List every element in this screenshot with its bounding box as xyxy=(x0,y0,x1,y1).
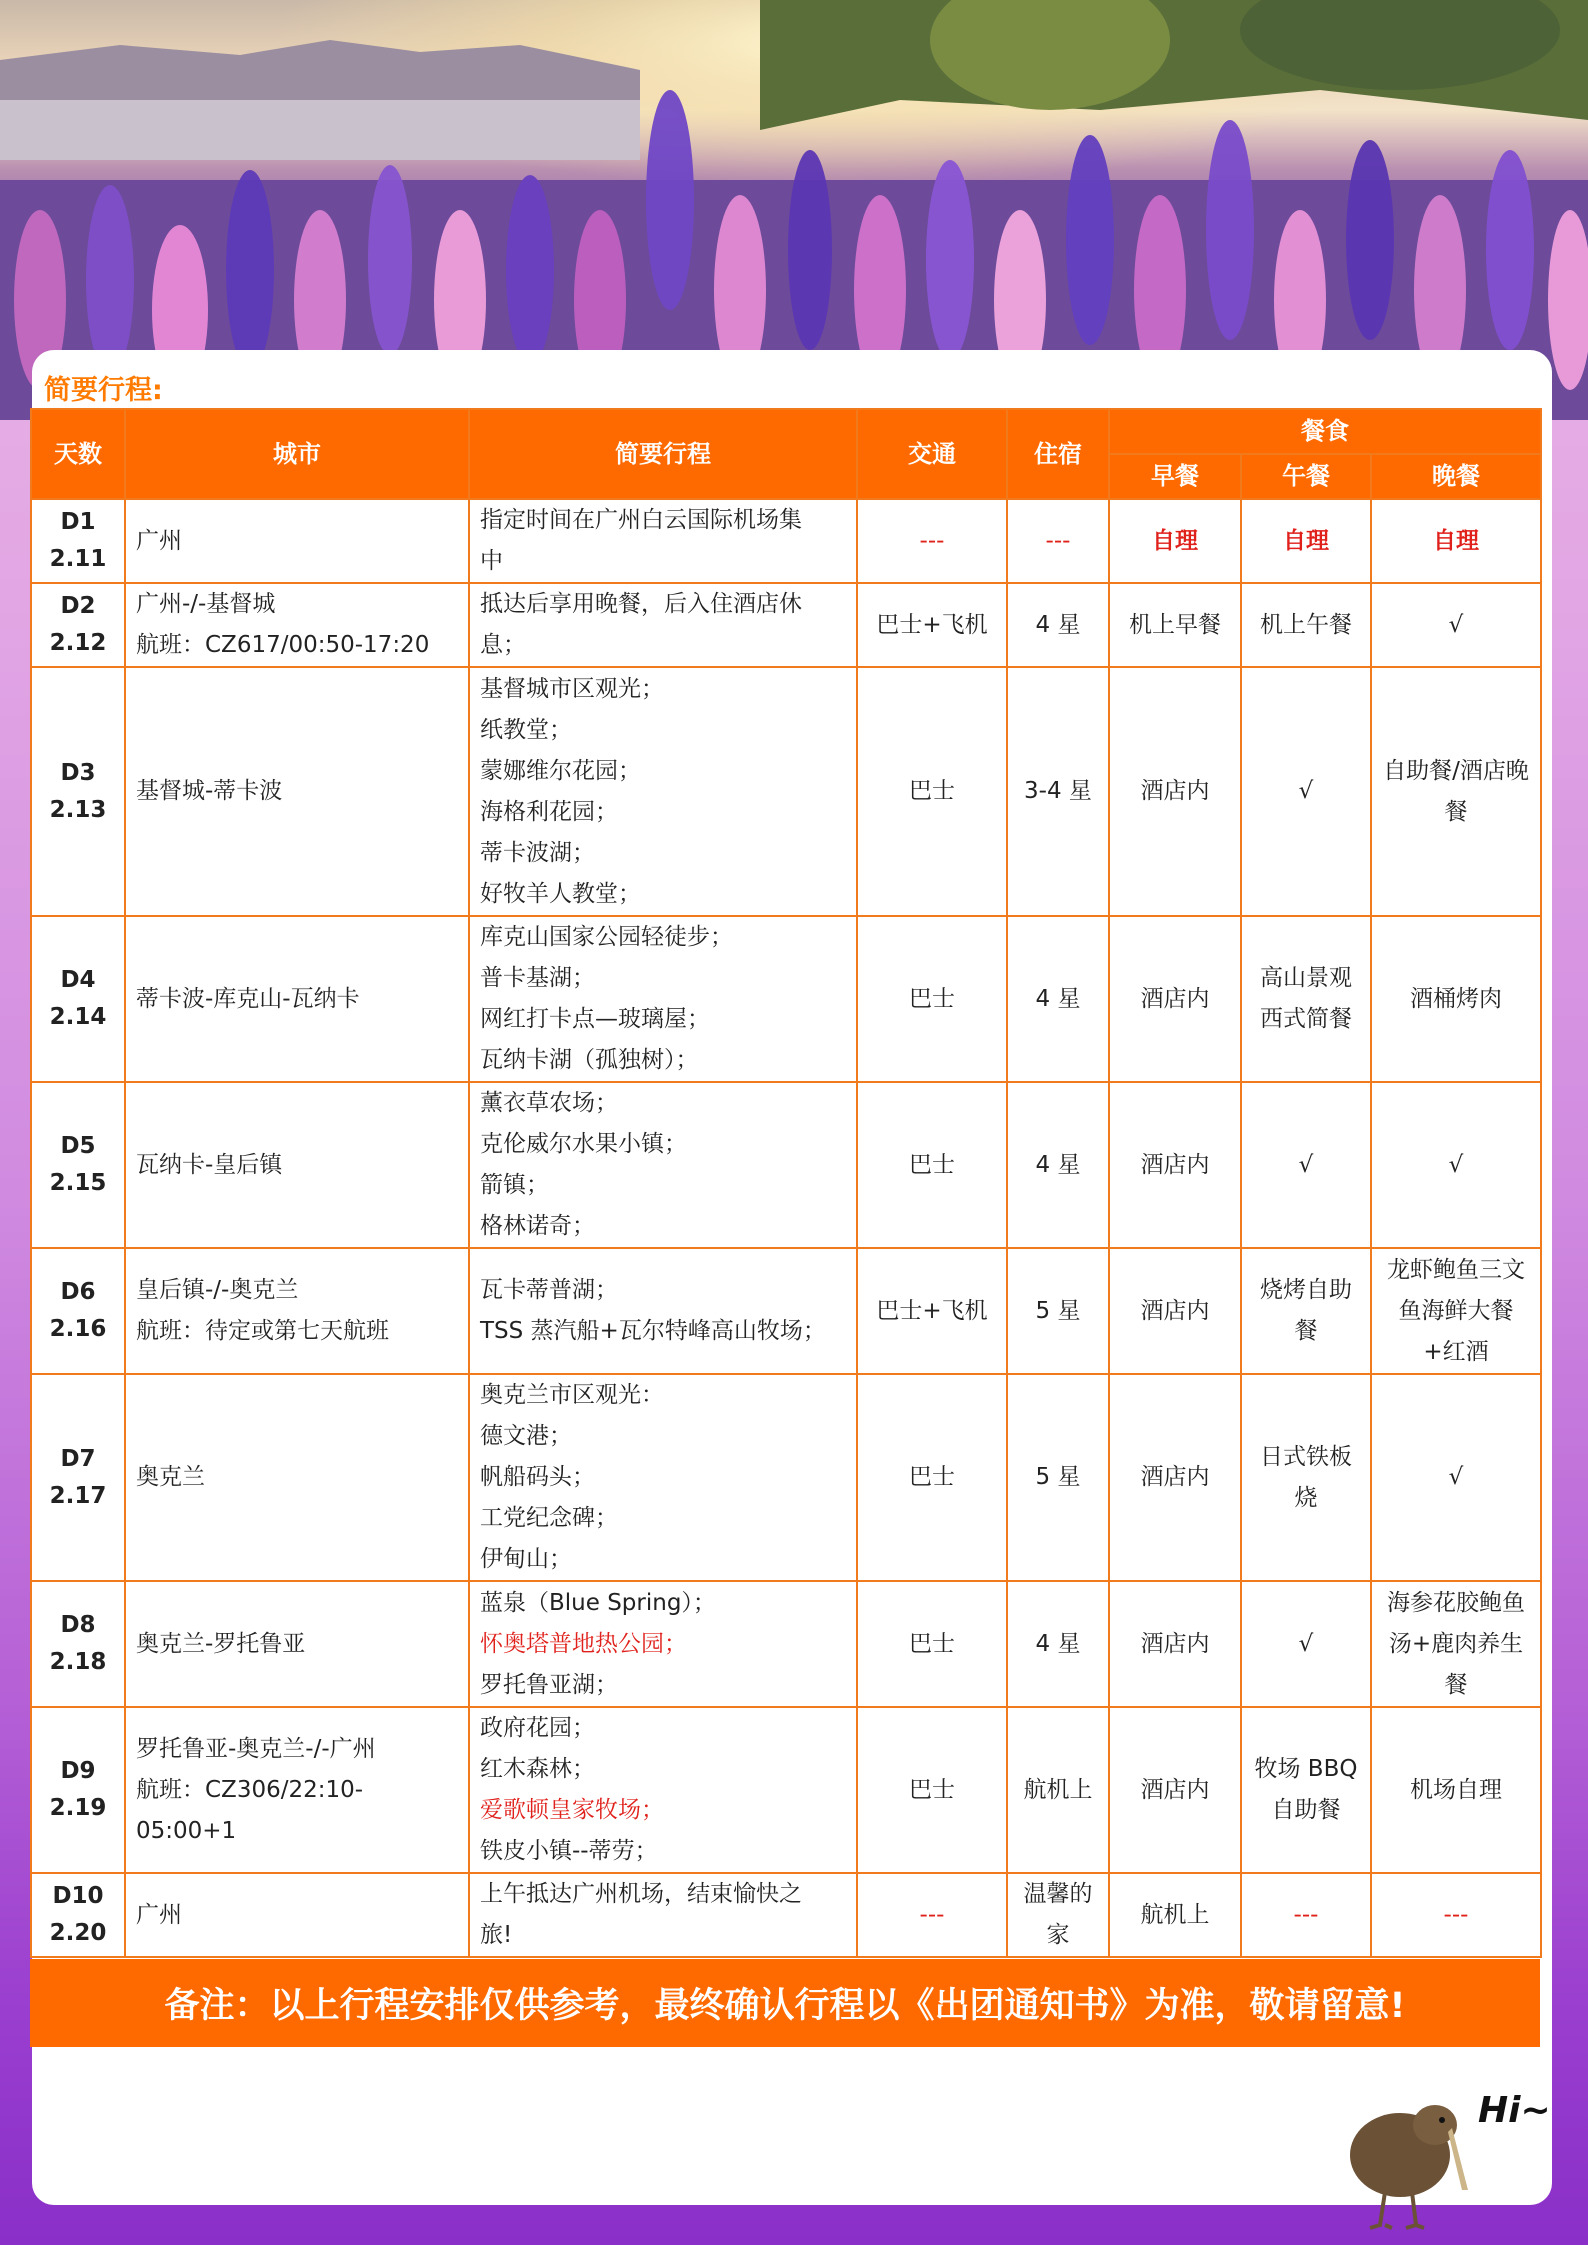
breakfast-cell: 酒店内 xyxy=(1109,667,1241,916)
text-line: 瓦纳卡湖（孤独树）； xyxy=(480,1047,699,1073)
transport-cell: 巴士 xyxy=(857,1082,1007,1248)
day-cell xyxy=(31,1374,125,1581)
text-line: 中 xyxy=(480,548,503,574)
itinerary-row xyxy=(31,1248,1541,1374)
transport-cell: 巴士 xyxy=(857,1581,1007,1707)
itinerary-row xyxy=(31,1374,1541,1581)
header-lunch: 午餐 xyxy=(1241,454,1371,499)
text-line: 基督城市区观光； xyxy=(480,675,664,702)
dinner-cell: 机场自理 xyxy=(1371,1707,1541,1873)
breakfast-cell: 机上早餐 xyxy=(1109,583,1241,667)
city-cell xyxy=(125,1581,469,1707)
breakfast-cell: 酒店内 xyxy=(1109,1374,1241,1581)
text-line: 纸教堂； xyxy=(480,716,572,743)
day-cell xyxy=(31,1873,125,1957)
day-number: D3 xyxy=(60,759,96,786)
city-cell xyxy=(125,583,469,667)
text-line: 罗托鲁亚湖； xyxy=(480,1671,618,1698)
lunch-cell: 高山景观西式简餐 xyxy=(1241,916,1371,1082)
dinner-cell: 酒桶烤肉 xyxy=(1371,916,1541,1082)
transport-cell: 巴士+飞机 xyxy=(857,1248,1007,1374)
kiwi-bird-icon xyxy=(1340,2080,1480,2230)
text-line: 息； xyxy=(480,632,526,658)
transport-cell: --- xyxy=(857,499,1007,583)
text-line: 奥克兰 xyxy=(136,1464,205,1490)
text-line: 克伦威尔水果小镇； xyxy=(480,1131,687,1157)
header-meals: 餐食 xyxy=(1109,409,1541,454)
dinner-cell: √ xyxy=(1371,1082,1541,1248)
day-date: 2.12 xyxy=(49,630,107,656)
itinerary-table xyxy=(30,408,1542,1958)
text-line: 格林诺奇； xyxy=(480,1213,595,1239)
city-cell xyxy=(125,1248,469,1374)
dinner-cell: 海参花胶鲍鱼汤+鹿肉养生餐 xyxy=(1371,1581,1541,1707)
city-cell xyxy=(125,1374,469,1581)
header-day: 天数 xyxy=(31,409,125,499)
day-cell xyxy=(31,667,125,916)
itinerary-row xyxy=(31,1873,1541,1957)
day-cell xyxy=(31,1581,125,1707)
dinner-cell: √ xyxy=(1371,1374,1541,1581)
dinner-cell: 龙虾鲍鱼三文鱼海鲜大餐+红酒 xyxy=(1371,1248,1541,1374)
lunch-cell: 自理 xyxy=(1241,499,1371,583)
text-line: 广州 xyxy=(136,1901,182,1928)
day-cell xyxy=(31,1248,125,1374)
day-number: D9 xyxy=(60,1758,96,1784)
city-cell xyxy=(125,916,469,1082)
itinerary-row xyxy=(31,499,1541,583)
text-line: 广州 xyxy=(136,527,182,554)
dinner-cell: √ xyxy=(1371,583,1541,667)
day-date: 2.11 xyxy=(49,546,107,572)
day-date: 2.19 xyxy=(49,1795,107,1821)
text-line: 薰衣草农场； xyxy=(480,1090,618,1116)
lunch-cell: √ xyxy=(1241,667,1371,916)
text-line: 上午抵达广州机场，结束愉快之 xyxy=(480,1881,802,1907)
lunch-cell: 机上午餐 xyxy=(1241,583,1371,667)
day-date: 2.16 xyxy=(49,1316,107,1342)
city-cell xyxy=(125,1873,469,1957)
itinerary-row xyxy=(31,1082,1541,1248)
text-line: 蒙娜维尔花园； xyxy=(480,757,641,784)
text-line: 工党纪念碑； xyxy=(480,1505,618,1531)
text-line: 指定时间在广州白云国际机场集 xyxy=(480,507,802,533)
day-cell xyxy=(31,1707,125,1873)
day-number: D7 xyxy=(60,1445,96,1472)
text-line: 网红打卡点—玻璃屋； xyxy=(480,1006,710,1032)
day-number: D8 xyxy=(60,1612,96,1638)
transport-cell: 巴士 xyxy=(857,916,1007,1082)
hotel-cell: 温馨的家 xyxy=(1007,1873,1109,1957)
text-line: 蒂卡波湖； xyxy=(480,839,595,866)
itinerary-cell xyxy=(469,667,857,916)
itinerary-row xyxy=(31,916,1541,1082)
itinerary-cell xyxy=(469,1581,857,1707)
text-line: TSS 蒸汽船+瓦尔特峰高山牧场； xyxy=(480,1318,826,1344)
text-line: 箭镇； xyxy=(480,1172,549,1198)
itinerary-cell xyxy=(469,1873,857,1957)
hotel-cell: 3-4 星 xyxy=(1007,667,1109,916)
day-number: D4 xyxy=(60,967,96,993)
header-city: 城市 xyxy=(125,409,469,499)
text-line: 罗托鲁亚-奥克兰-/-广州 xyxy=(136,1735,376,1762)
text-line: 航班：待定或第七天航班 xyxy=(136,1318,389,1344)
hotel-cell: 4 星 xyxy=(1007,1082,1109,1248)
day-date: 2.13 xyxy=(49,796,107,823)
day-number: D5 xyxy=(60,1133,96,1159)
greeting-text: Hi~ xyxy=(1478,2090,1551,2131)
itinerary-row xyxy=(31,667,1541,916)
breakfast-cell: 酒店内 xyxy=(1109,1248,1241,1374)
text-line: 爱歌顿皇家牧场； xyxy=(480,1797,664,1823)
itinerary-cell xyxy=(469,1374,857,1581)
breakfast-cell: 酒店内 xyxy=(1109,1581,1241,1707)
city-cell xyxy=(125,499,469,583)
itinerary-row xyxy=(31,1581,1541,1707)
day-cell xyxy=(31,1082,125,1248)
lunch-cell: √ xyxy=(1241,1581,1371,1707)
transport-cell: 巴士 xyxy=(857,1707,1007,1873)
lunch-cell: --- xyxy=(1241,1873,1371,1957)
header-itinerary: 简要行程 xyxy=(469,409,857,499)
hotel-cell: 4 星 xyxy=(1007,1581,1109,1707)
text-line: 铁皮小镇--蒂劳； xyxy=(480,1838,658,1864)
text-line: 皇后镇-/-奥克兰 xyxy=(136,1277,299,1303)
city-cell xyxy=(125,1707,469,1873)
transport-cell: --- xyxy=(857,1873,1007,1957)
hotel-cell: 5 星 xyxy=(1007,1248,1109,1374)
breakfast-cell: 酒店内 xyxy=(1109,1707,1241,1873)
text-line: 奥克兰-罗托鲁亚 xyxy=(136,1630,306,1657)
day-date: 2.18 xyxy=(49,1649,107,1675)
text-line: 怀奥塔普地热公园； xyxy=(480,1630,687,1657)
text-line: 蓝泉（Blue Spring）； xyxy=(480,1589,716,1616)
lunch-cell: 烧烤自助餐 xyxy=(1241,1248,1371,1374)
breakfast-cell: 酒店内 xyxy=(1109,1082,1241,1248)
itinerary-cell xyxy=(469,1707,857,1873)
header-breakfast: 早餐 xyxy=(1109,454,1241,499)
text-line: 瓦纳卡-皇后镇 xyxy=(136,1151,283,1178)
transport-cell: 巴士+飞机 xyxy=(857,583,1007,667)
hotel-cell: 5 星 xyxy=(1007,1374,1109,1581)
itinerary-cell xyxy=(469,1082,857,1248)
text-line: 红木森林； xyxy=(480,1756,595,1782)
itinerary-row xyxy=(31,583,1541,667)
transport-cell: 巴士 xyxy=(857,667,1007,916)
itinerary-cell xyxy=(469,499,857,583)
day-number: D10 xyxy=(52,1883,104,1909)
city-cell xyxy=(125,1082,469,1248)
day-number: D1 xyxy=(60,509,96,535)
itinerary-cell xyxy=(469,583,857,667)
day-cell xyxy=(31,583,125,667)
text-line: 瓦卡蒂普湖； xyxy=(480,1277,618,1303)
text-line: 航班：CZ617/00:50-17:20 xyxy=(136,632,430,658)
day-number: D6 xyxy=(60,1279,96,1305)
day-date: 2.14 xyxy=(49,1004,107,1030)
text-line: 帆船码头； xyxy=(480,1464,595,1490)
text-line: 德文港； xyxy=(480,1423,572,1449)
text-line: 广州-/-基督城 xyxy=(136,591,276,617)
itinerary-body xyxy=(31,499,1541,1957)
day-cell xyxy=(31,916,125,1082)
day-date: 2.20 xyxy=(49,1920,107,1946)
day-date: 2.15 xyxy=(49,1170,107,1196)
dinner-cell: --- xyxy=(1371,1873,1541,1957)
text-line: 伊甸山； xyxy=(480,1546,572,1572)
itinerary-cell xyxy=(469,1248,857,1374)
header-transport: 交通 xyxy=(857,409,1007,499)
text-line: 旅! xyxy=(480,1922,513,1948)
header-hotel: 住宿 xyxy=(1007,409,1109,499)
header-dinner: 晚餐 xyxy=(1371,454,1541,499)
text-line: 基督城-蒂卡波 xyxy=(136,778,283,804)
transport-cell: 巴士 xyxy=(857,1374,1007,1581)
text-line: 抵达后享用晚餐，后入住酒店休 xyxy=(480,591,802,617)
text-line: 库克山国家公园轻徒步； xyxy=(480,924,733,950)
itinerary-cell xyxy=(469,916,857,1082)
text-line: 蒂卡波-库克山-瓦纳卡 xyxy=(136,985,360,1012)
itinerary-row xyxy=(31,1707,1541,1873)
breakfast-cell: 酒店内 xyxy=(1109,916,1241,1082)
remark-banner: 备注：以上行程安排仅供参考，最终确认行程以《出团通知书》为准，敬请留意! xyxy=(30,1959,1540,2047)
text-line: 航班：CZ306/22:10-05:00+1 xyxy=(136,1776,364,1844)
hotel-cell: 航机上 xyxy=(1007,1707,1109,1873)
text-line: 政府花园； xyxy=(480,1715,595,1741)
hotel-cell: 4 星 xyxy=(1007,583,1109,667)
text-line: 好牧羊人教堂； xyxy=(480,880,641,907)
hotel-cell: --- xyxy=(1007,499,1109,583)
day-number: D2 xyxy=(60,593,96,619)
city-cell xyxy=(125,667,469,916)
dinner-cell: 自理 xyxy=(1371,499,1541,583)
lunch-cell: √ xyxy=(1241,1082,1371,1248)
text-line: 奥克兰市区观光： xyxy=(480,1382,664,1408)
header-row-top xyxy=(31,409,1541,454)
dinner-cell: 自助餐/酒店晚餐 xyxy=(1371,667,1541,916)
day-cell xyxy=(31,499,125,583)
lunch-cell: 牧场 BBQ 自助餐 xyxy=(1241,1707,1371,1873)
day-date: 2.17 xyxy=(49,1482,107,1509)
lunch-cell: 日式铁板烧 xyxy=(1241,1374,1371,1581)
text-line: 普卡基湖； xyxy=(480,965,595,991)
page-title: 简要行程: xyxy=(44,375,163,406)
hotel-cell: 4 星 xyxy=(1007,916,1109,1082)
breakfast-cell: 航机上 xyxy=(1109,1873,1241,1957)
breakfast-cell: 自理 xyxy=(1109,499,1241,583)
text-line: 海格利花园； xyxy=(480,798,618,825)
